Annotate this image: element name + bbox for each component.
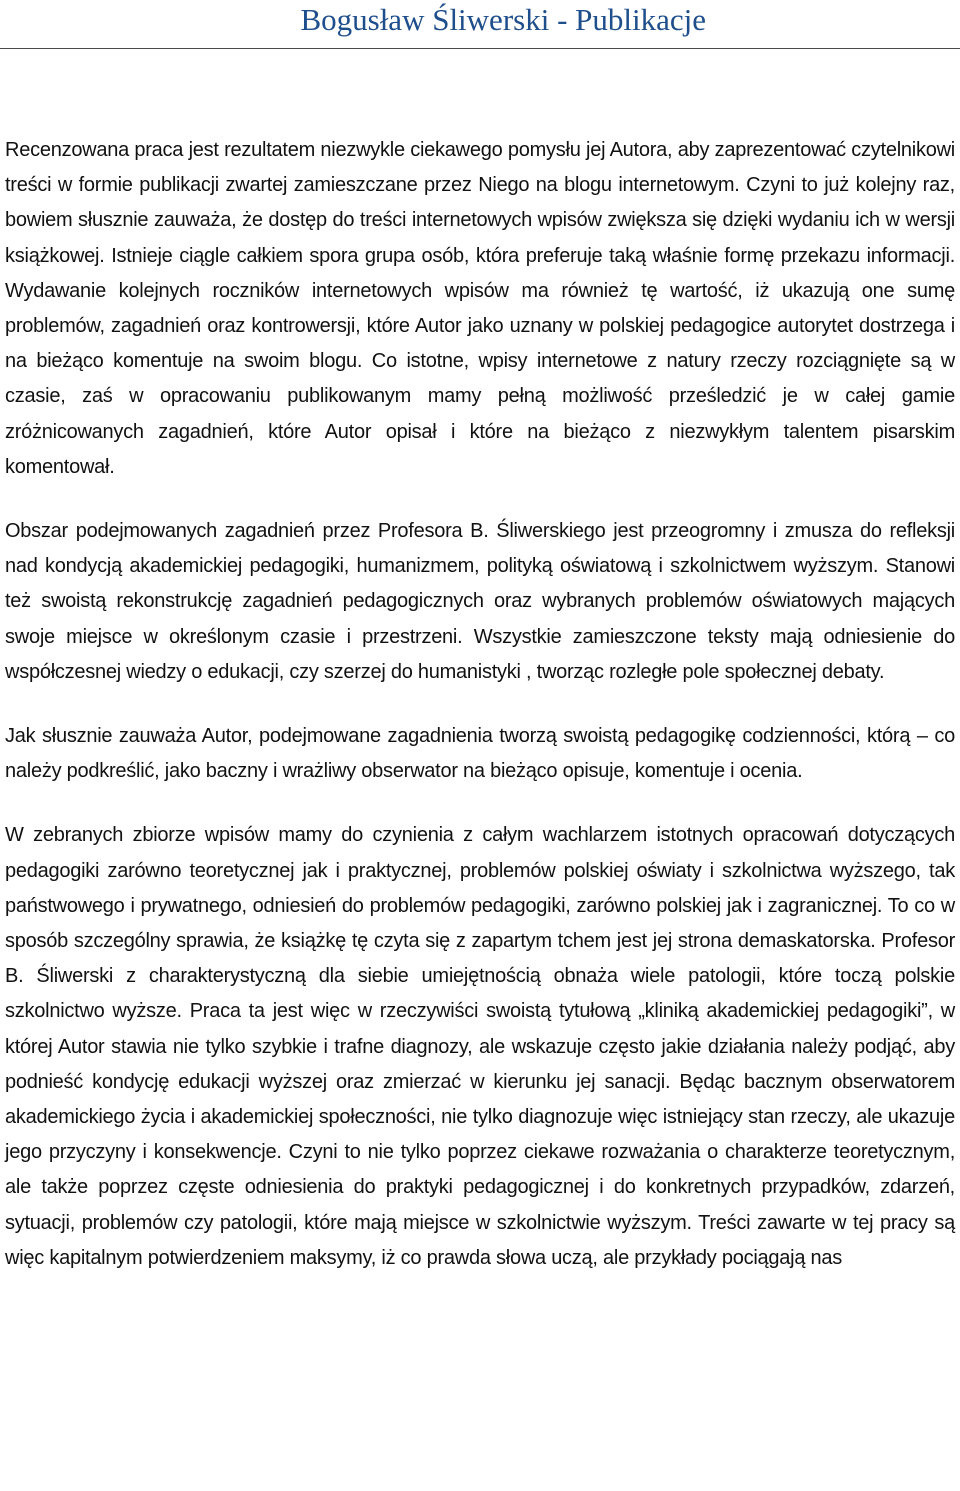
document-body bbox=[5, 133, 955, 1276]
paragraph-4: W zebranych zbiorze wpisów mamy do czynienia z całym wachlarzem istotnych opracowań dotyczących pedagogiki zarówno teoretycznej jak i praktycznej, problemów polskiej oświaty i szkolnictwa wyższego, tak państwowego i prywatnego, odniesień do problemów pedagogiki, zarówno polskiej jak i zagranicznej. To co w sposób szczególny sprawia, że książkę tę czyta się z zapartym tchem jest jej strona demaskatorska. Profesor B. Śliwerski z charakterystyczną dla siebie umiejętnością obnaża wiele patologii, które toczą polskie szkolnictwo wyższe. Praca ta jest więc w rzeczywiści swoistą tytułową „kliniką akademickiej pedagogiki”, w której Autor stawia nie tylko szybkie i trafne diagnozy, ale wskazuje często jakie działania należy podjąć, aby podnieść kondycję edukacji wyższej oraz zmierzać w kierunku jej sanacji. Będąc bacznym obserwatorem akademickiego życia i akademickiej społeczności, nie tylko diagnozuje więc istniejący stan rzeczy, ale ukazuje jego przyczyny i konsekwencje. Czyni to nie tylko poprzez ciekawe rozważania o charakterze teoretycznym, ale także poprzez częste odniesienia do praktyki pedagogicznej i do konkretnych przypadków, zdarzeń, sytuacji, problemów czy patologii, które mają miejsce w szkolnictwie wyższym. Treści zawarte w tej pracy są więc kapitalnym potwierdzeniem maksymy, iż co prawda słowa uczą, ale przykłady pociągają nas bbox=[5, 824, 955, 1269]
paragraph-1: Recenzowana praca jest rezultatem niezwykle ciekawego pomysłu jej Autora, aby zaprezentować czytelnikowi treści w formie publikacji zwartej zamieszczane przez Niego na blogu internetowym. Czyni to już kolejny raz, bowiem słusznie zauważa, że dostęp do treści internetowych wpisów zwiększa się dzięki wydaniu ich w wersji książkowej. Istnieje ciągle całkiem spora grupa osób, która preferuje taką właśnie formę przekazu informacji. Wydawanie kolejnych roczników internetowych wpisów ma również tę wartość, iż ukazują one sumę problemów, zagadnień oraz kontrowersji, które Autor jako uznany w polskiej pedagogice autorytet dostrzega i na bieżąco komentuje na swoim blogu. Co istotne, wpisy internetowe z natury rzeczy rozciągnięte są w czasie, zaś w opracowaniu publikowanym mamy pełną możliwość prześledzić je w całej gamie zróżnicowanych zagadnień, które Autor opisał i które na bieżąco z niezwykłym talentem pisarskim komentował. bbox=[5, 139, 955, 478]
page-header bbox=[0, 0, 960, 56]
paragraph-2: Obszar podejmowanych zagadnień przez Profesora B. Śliwerskiego jest przeogromny i zmusza do refleksji nad kondycją akademickiej pedagogiki, humanizmem, polityką oświatową i szkolnictwem wyższym. Stanowi też swoistą rekonstrukcję zagadnień pedagogicznych oraz wybranych problemów oświatowych mających swoje miejsce w określonym czasie i przestrzeni. Wszystkie zamieszczone teksty mają odniesienie do współczesnej wiedzy o edukacji, czy szerzej do humanistyki , tworząc rozległe pole społecznej debaty. bbox=[5, 520, 955, 683]
page-title: Bogusław Śliwerski - Publikacje bbox=[300, 2, 706, 37]
header-divider bbox=[0, 48, 960, 49]
paragraph-3: Jak słusznie zauważa Autor, podejmowane zagadnienia tworzą swoistą pedagogikę codzienności, którą – co należy podkreślić, jako baczny i wrażliwy obserwator na bieżąco opisuje, komentuje i ocenia. bbox=[5, 725, 955, 783]
